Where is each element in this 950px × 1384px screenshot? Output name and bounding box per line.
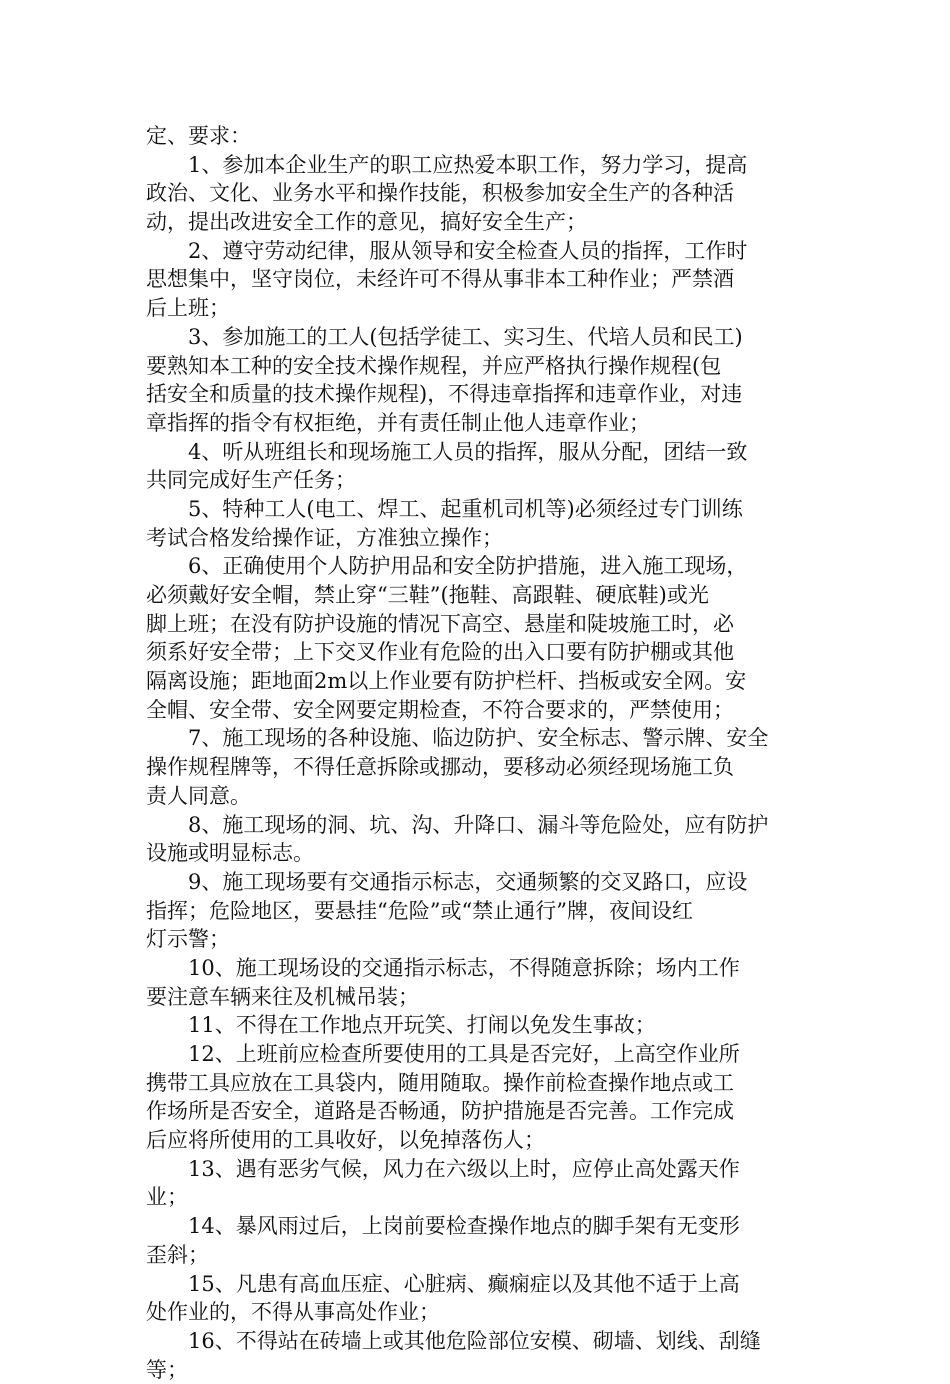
- document-body: [146, 122, 808, 1384]
- text-line: 携带工具应放在工具袋内，随用随取。操作前检查操作地点或工: [146, 1070, 734, 1095]
- text-line: 操作规程牌等，不得任意拆除或挪动，要移动必须经现场施工负: [146, 755, 734, 780]
- text-line: 灯示警；: [146, 927, 230, 952]
- text-line: 11、不得在工作地点开玩笑、打闹以免发生事故；: [188, 1013, 656, 1038]
- text-line: 13、遇有恶劣气候，风力在六级以上时，应停止高处露天作: [188, 1156, 740, 1181]
- text-line: 12、上班前应检查所要使用的工具是否完好，上高空作业所: [188, 1042, 740, 1066]
- text-line: 考试合格发给操作证，方准独立操作；: [146, 525, 503, 550]
- text-line: 思想集中，坚守岗位，未经许可不得从事非本工种作业；严禁酒: [146, 267, 734, 292]
- text-line: 4、听从班组长和现场施工人员的指挥，服从分配，团结一致: [188, 439, 748, 464]
- text-line: 指挥；危险地区，要悬挂“危险”或“禁止通行”牌，夜间设红: [146, 898, 693, 923]
- text-line: 7、施工现场的各种设施、临边防护、安全标志、警示牌、安全: [188, 726, 769, 751]
- text-line: 动，提出改进安全工作的意见，搞好安全生产；: [146, 210, 587, 235]
- text-line: 要熟知本工种的安全技术操作规程，并应严格执行操作规程(包: [146, 353, 722, 378]
- text-line: 9、施工现场要有交通指示标志，交通频繁的交叉路口，应设: [188, 869, 748, 894]
- text-line: 政治、文化、业务水平和操作技能，积极参加安全生产的各种活: [146, 181, 734, 206]
- text-line: 括安全和质量的技术操作规程)，不得违章指挥和违章作业，对违: [146, 382, 743, 407]
- text-line: 脚上班；在没有防护设施的情况下高空、悬崖和陡坡施工时，必: [146, 611, 734, 636]
- text-line: 业；: [146, 1185, 188, 1210]
- text-line: 处作业的，不得从事高处作业；: [146, 1300, 440, 1325]
- text-line: 1、参加本企业生产的职工应热爱本职工作，努力学习，提高: [188, 152, 748, 177]
- text-line: 章指挥的指令有权拒绝，并有责任制止他人违章作业；: [146, 410, 650, 435]
- text-line: 作场所是否安全，道路是否畅通，防护措施是否完善。工作完成: [146, 1099, 734, 1124]
- text-line: 歪斜；: [146, 1242, 209, 1267]
- text-line: 后上班；: [146, 296, 230, 321]
- text-line: 5、特种工人(电工、焊工、起重机司机等)必须经过专门训练: [188, 496, 743, 521]
- text-line: 等；: [146, 1357, 188, 1382]
- text-line: 16、不得站在砖墙上或其他危险部位安模、砌墙、划线、刮缝: [188, 1328, 761, 1353]
- text-line: 定、要求：: [146, 124, 251, 148]
- text-line: 8、施工现场的洞、坑、沟、升降口、漏斗等危险处，应有防护: [188, 812, 769, 837]
- text-line: 6、正确使用个人防护用品和安全防护措施，进入施工现场，: [188, 554, 748, 579]
- text-line: 2、遵守劳动纪律，服从领导和安全检查人员的指挥，工作时: [188, 238, 748, 263]
- text-line: 15、凡患有高血压症、心脏病、癫痫症以及其他不适于上高: [188, 1271, 740, 1296]
- text-line: 全帽、安全带、安全网要定期检查，不符合要求的，严禁使用；: [146, 697, 734, 722]
- text-line: 设施或明显标志。: [146, 841, 314, 866]
- text-line: 须系好安全带；上下交叉作业有危险的出入口要有防护棚或其他: [146, 640, 734, 665]
- text-line: 必须戴好安全帽，禁止穿“三鞋”(拖鞋、高跟鞋、硬底鞋)或光: [146, 583, 709, 607]
- text-line: 要注意车辆来往及机械吊装；: [146, 984, 419, 1009]
- text-line: 10、施工现场设的交通指示标志，不得随意拆除；场内工作: [188, 955, 740, 980]
- text-line: 后应将所使用的工具收好，以免掉落伤人；: [146, 1128, 545, 1153]
- text-line: 隔离设施；距地面2m以上作业要有防护栏杆、挡板或安全网。安: [146, 669, 747, 694]
- text-line: 14、暴风雨过后，上岗前要检查操作地点的脚手架有无变形: [188, 1214, 740, 1239]
- text-line: 责人同意。: [146, 783, 251, 808]
- text-line: 3、参加施工的工人(包括学徒工、实习生、代培人员和民工): [188, 324, 743, 349]
- text-line: 共同完成好生产任务；: [146, 468, 356, 493]
